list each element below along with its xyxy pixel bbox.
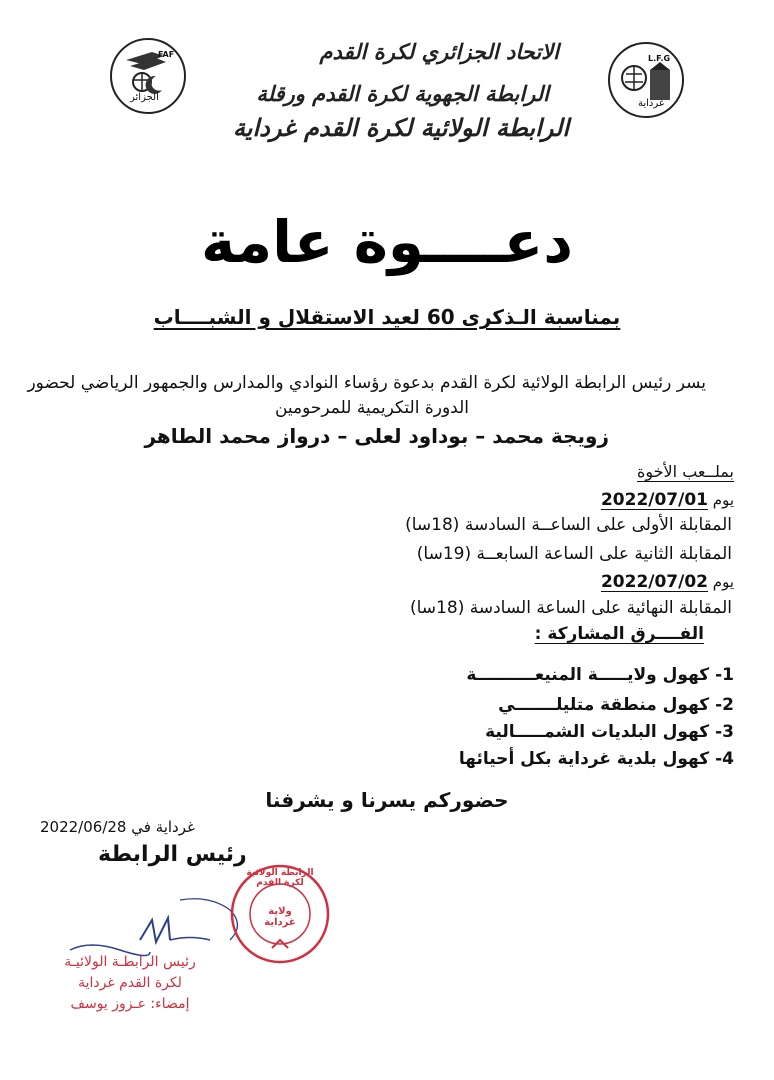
occasion-text: بمناسبة الـذكرى 60 لعيد الاستقلال و الشبــــاب [153,305,621,329]
lfg-logo [608,42,684,118]
team-item-1: 1- كهول ولايـــــة المنيعــــــــــة [466,665,734,685]
venue [637,462,734,481]
closing-line: حضوركم يسرنا و يشرفنا [265,788,509,812]
teams-title [535,624,704,644]
faf-logo-text: FAF [158,50,175,59]
occasion-line [0,305,774,329]
honorees-names: زويجة محمد – بوداود لعلى – درواز محمد الطاهر [144,424,609,448]
federation-name: الاتحاد الجزائري لكرة القدم [319,40,559,64]
invitation-line-1: يسر رئيس الرابطة الولائية لكرة القدم بدعوة رؤساء النوادي والمدارس والجمهور الرياضي لحضور [27,373,706,393]
stamp-line-2: لكرة القدم غرداية [78,975,182,991]
venue-text: بملــعب الأخوة [637,462,734,481]
lfg-logo-text: L.F.G [648,54,671,63]
faf-logo-caption: الجزائر [130,92,159,103]
page-title: دعــــوة عامة [201,208,573,276]
team-item-3: 3- كهول البلديات الشمـــــالية [485,722,734,742]
teams-title-text: الفــــرق المشاركة : [534,624,704,644]
wilaya-league-name: الرابطة الولائية لكرة القدم غرداية [232,114,569,142]
stamp-line-1: رئيس الرابطـة الولائيـة [64,954,196,970]
team-item-4: 4- كهول بلدية غرداية بكل أحيائها [458,749,734,769]
stamp-line-3: إمضاء: عـزوز يوسف [70,996,190,1012]
match-1: المقابلة الأولى على الساعــة السادسة (18سا) [405,515,732,535]
day-2-date: 2022/07/02 [600,572,708,592]
place-date: غرداية في 2022/06/28 [40,818,195,836]
signature-title: رئيس الرابطة [98,842,247,867]
lfg-logo-caption: غرداية [638,98,665,109]
match-3: المقابلة النهائية على الساعة السادسة (18سا) [410,598,732,618]
chairman-stamp [40,952,220,1015]
league-seal [228,862,332,966]
team-item-2: 2- كهول منطقة متليلـــــــي [498,695,734,715]
day-2-prefix: يوم [712,573,734,591]
day-1 [601,490,734,510]
seal-outer-text: الرابطة الولائية لكرة القدم [246,868,314,888]
day-1-date: 2022/07/01 [600,490,708,510]
day-1-prefix: يوم [712,491,734,509]
regional-league-name: الرابطة الجهوية لكرة القدم ورقلة [256,82,549,106]
match-2: المقابلة الثانية على الساعة السابعــة (19سا) [416,544,732,564]
seal-inner-text: ولاية غرداية [264,906,296,928]
day-2 [601,572,734,592]
invitation-line-2: الدورة التكريمية للمرحومين [274,398,469,418]
faf-logo [110,38,186,114]
